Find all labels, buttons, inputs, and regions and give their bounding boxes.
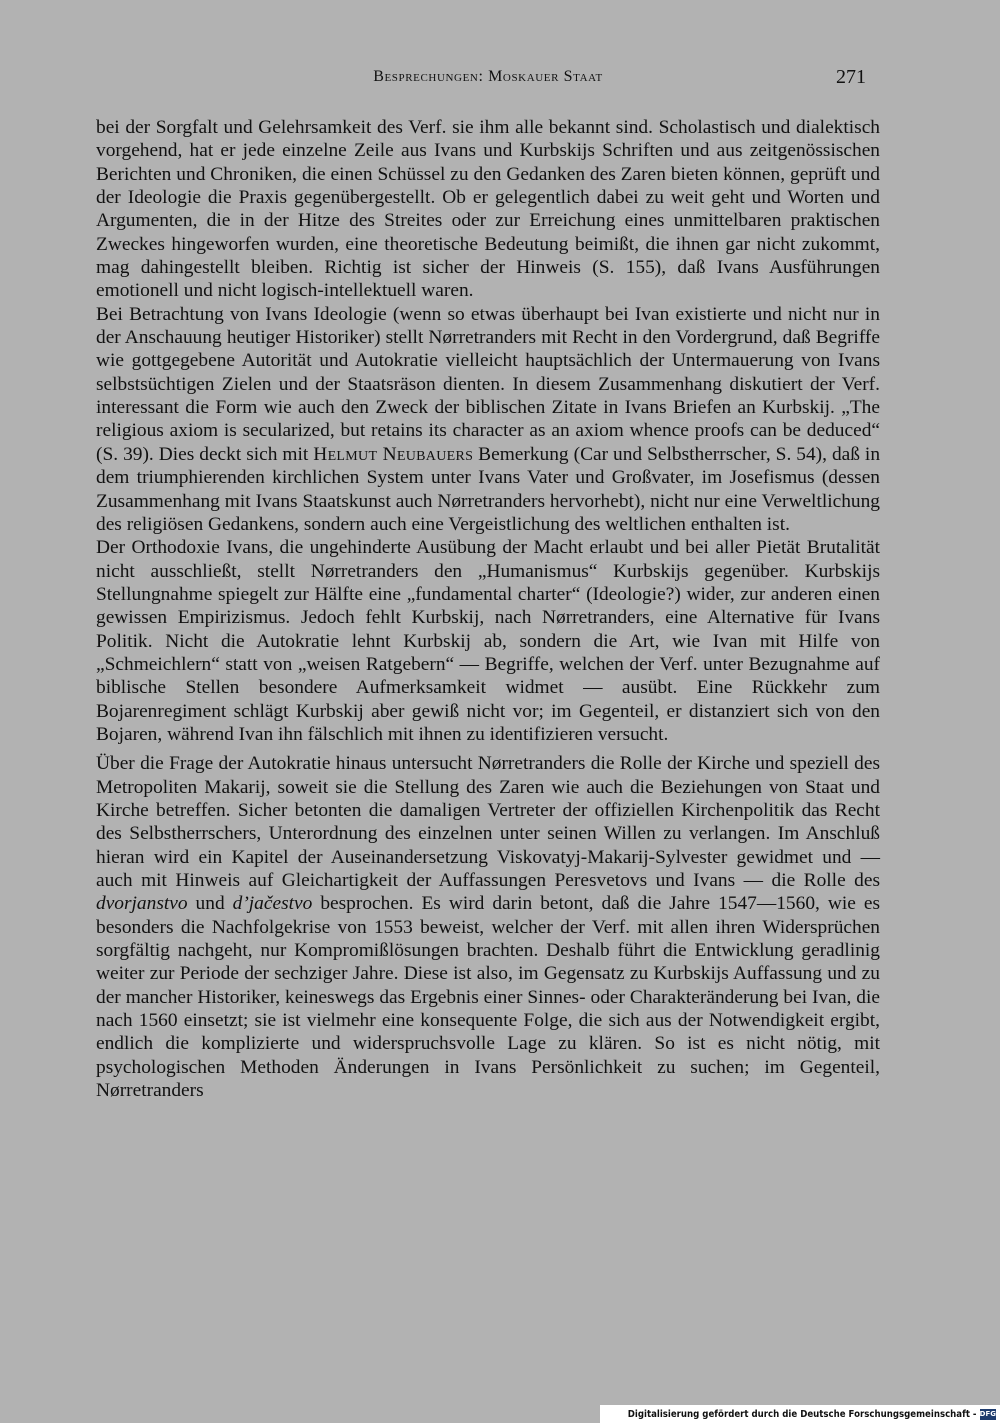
digitization-footer	[600, 1405, 1000, 1423]
paragraph	[96, 752, 880, 1102]
text-run: Der Orthodoxie Ivans, die ungehinderte Ausübung der Macht erlaubt und bei aller Pietät Brutalität nicht ausschließt, stellt Nørretranders den „Humanismus“ Kurbskijs gegenüber. Kurbskijs Stellungnahme spiegelt zur Hälfte eine „fundamental charter“ (Ideologie?) wider, zur anderen einen gewissen Empirizismus. Jedoch fehlt Kurbskij, nach Nørretranders, eine Alternative für Ivans Politik. Nicht die Autokratie lehnt Kurbskij ab, sondern die Art, wie Ivan mit Hilfe von „Schmeichlern“ statt von „weisen Ratgebern“ — Begriffe, welchen der Verf. unter Bezugnahme auf biblische Stellen besondere Aufmerksamkeit widmet — ausübt. Eine Rückkehr zum Bojarenregiment schlägt Kurbskij aber gewiß nicht vor; im Gegenteil, er distanziert sich von den Bojaren, während Ivan ihn fälschlich mit ihnen zu identifizieren versucht.	[96, 537, 880, 745]
italic-term: d’jačestvo	[232, 893, 313, 915]
paragraph	[96, 536, 880, 746]
dfg-logo-icon: DFG	[979, 1409, 996, 1418]
review-body-text	[96, 116, 880, 1102]
text-run: bei der Sorgfalt und Gelehrsamkeit des Verf. sie ihm alle bekannt sind. Scholastisch und dialektisch vorgehend, hat er jede einzelne Zeile aus Ivans und Kurbskijs Schriften und aus zeitgenössischen Berichten und Chroniken, die einen Schüssel zu den Gedanken des Zaren bieten können, geprüft und der Ideologie die Praxis gegenübergestellt. Ob er gelegentlich dabei zu weit geht und Worten und Argumenten, die in der Hitze des Streites oder zur Erreichung eines unmittelbaren praktischen Zweckes hingeworfen wurden, eine theoretische Bedeutung beimißt, die ihnen gar nicht zukommt, mag dahingestellt bleiben. Richtig ist sicher der Hinweis (S. 155), daß Ivans Ausführungen emotionell und nicht logisch-intellektuell waren.	[96, 117, 880, 302]
funding-note: Digitalisierung gefördert durch die Deutsche Forschungsgemeinschaft -	[627, 1408, 977, 1420]
italic-term: dvorjanstvo	[96, 893, 188, 915]
text-run: besprochen. Es wird darin betont, daß die Jahre 1547—1560, wie es besonders die Nachfolgekrise von 1553 beweist, welcher der Verf. mit allen ihren Widersprüchen sorgfältig nachgeht, nur Kompromißlösungen brachten. Deshalb führt die Entwicklung geradlinig weiter zur Periode der sechziger Jahre. Diese ist also, im Gegensatz zu Kurbskijs Auffassung und zu der mancher Historiker, keineswegs das Ergebnis einer Sinnes- oder Charakteränderung bei Ivan, die nach 1560 einsetzt; sie ist vielmehr eine konsequente Folge, die sich aus der Notwendigkeit ergibt, endlich die komplizierte und widerspruchsvolle Lage zu klären. So ist es nicht nötig, mit psychologischen Methoden Änderungen in Ivans Persönlichkeit zu suchen; im Gegenteil, Nørretranders	[96, 893, 880, 1102]
paragraph	[96, 116, 880, 303]
text-run: und	[187, 893, 233, 915]
text-run: Über die Frage der Autokratie hinaus untersucht Nørretranders die Rolle der Kirche und speziell des Metropoliten Makarij, soweit sie die Stellung des Zaren wie auch die Beziehungen von Staat und Kirche betreffen. Sicher betonten die damaligen Vertreter der offiziellen Kirchenpolitik das Recht des Selbstherrschers, Unterordnung des einzelnen unter seinen Willen zu verlangen. Im Anschluß hieran wird ein Kapitel der Auseinandersetzung Viskovatyj-Makarij-Sylvester gewidmet und — auch mit Hinweis auf Gleichartigkeit der Auffassungen Peresvetovs und Ivans — die Rolle des	[96, 753, 880, 891]
running-title: Besprechungen: Moskauer Staat	[373, 68, 603, 85]
text-run: Bemerkung (Car und Selbstherrscher, S. 54), daß in dem triumphierenden kirchlichen System unter Ivans Vater und Großvater, im Josefismus (dessen Zusammenhang mit Ivans Staatskunst auch Nørretranders hervorhebt), nicht nur eine Verweltlichung des religiösen Gedankens, sondern auch eine Vergeistlichung des weltlichen enthalten ist.	[96, 443, 881, 535]
paragraph	[96, 303, 880, 536]
text-run: Bei Betrachtung von Ivans Ideologie (wenn so etwas überhaupt bei Ivan existierte und nicht nur in der Anschauung heutiger Historiker) stellt Nørretranders mit Recht in den Vordergrund, daß Begriffe wie gottgegebene Autorität und Autokratie vielleicht hauptsächlich der Untermauerung von Ivans selbstsüchtigen Zielen und der Staatsräson dienten. In diesem Zusammenhang diskutiert der Verf. interessant die Form wie auch den Zweck der biblischen Zitate in Ivans Briefen an Kurbskij. „The religious axiom is secularized, but retains its character as an axiom whence proofs can be deduced“ (S. 39). Dies deckt sich mit	[96, 303, 880, 465]
author-name: Helmut Neubauers	[313, 443, 474, 465]
page-header	[96, 66, 880, 96]
page-number: 271	[836, 66, 866, 88]
